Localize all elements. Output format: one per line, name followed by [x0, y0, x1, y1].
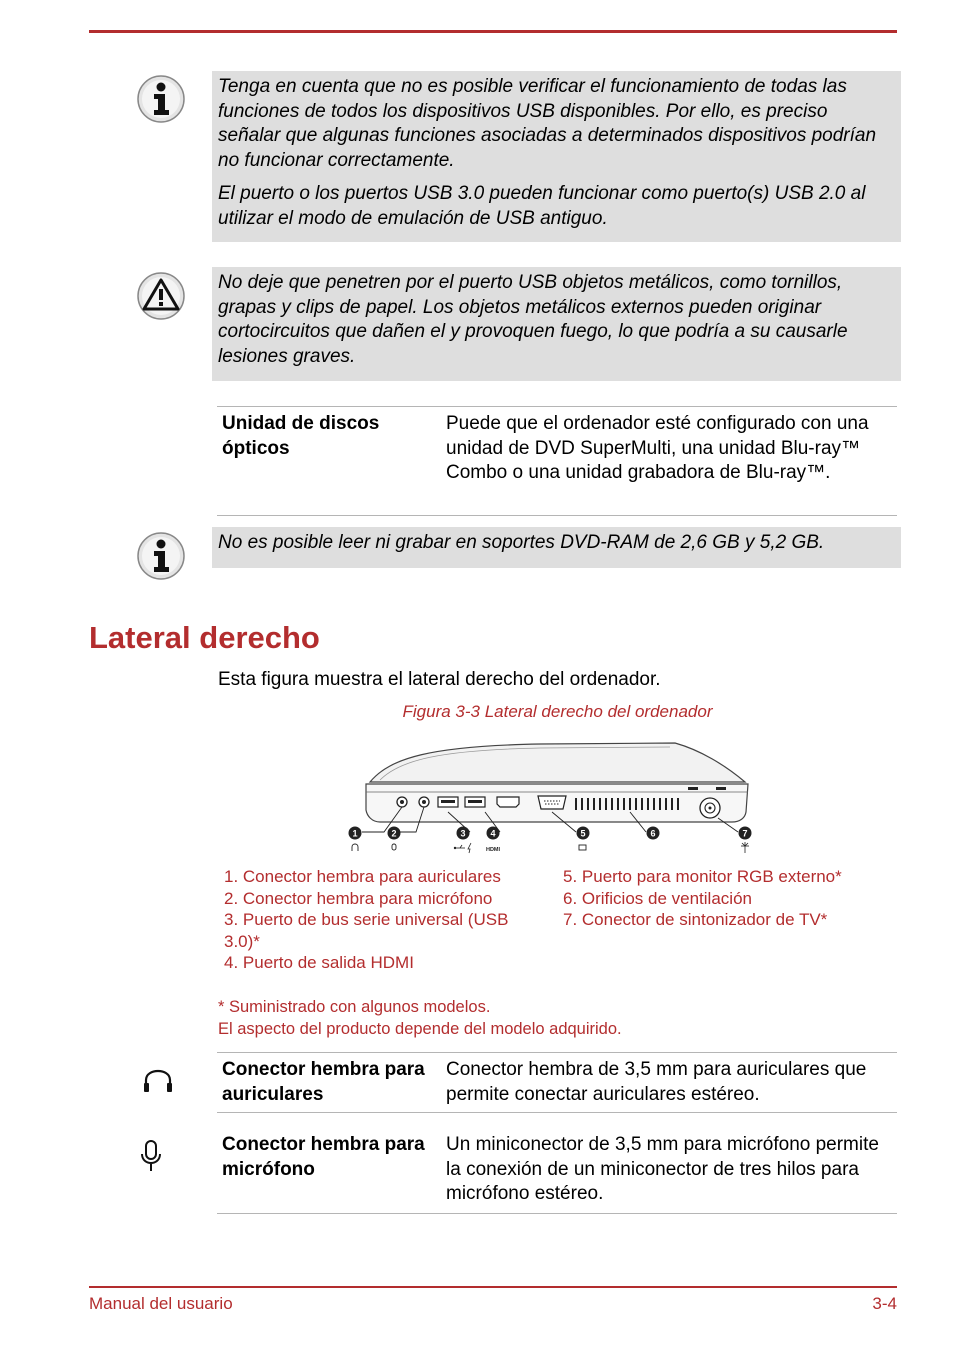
- optical-drive-row: [217, 407, 897, 494]
- microphone-icon: [138, 1138, 164, 1174]
- microphone-jack-row: [217, 1128, 897, 1215]
- warning-note-usb: [212, 267, 901, 381]
- callout-number: 6: [650, 828, 656, 839]
- warning-text: No deje que penetren por el puerto USB objetos metálicos, como tornillos, grapas y clips de papel. Los objetos metálicos externos pueden originar cortocircuitos que dañen el y provoquen fuego, lo que podría a su causarle lesiones graves.: [218, 272, 848, 367]
- legend-item: 1. Conector hembra para auriculares: [224, 867, 501, 886]
- laptop-right-side-figure: [340, 740, 770, 855]
- microphone-symbol-icon: [392, 844, 396, 850]
- legend-item: 7. Conector de sintonizador de TV*: [563, 910, 828, 929]
- term-label: Unidad de discos ópticos: [222, 413, 380, 459]
- note-paragraph: No es posible leer ni grabar en soportes DVD-RAM de 2,6 GB y 5,2 GB.: [218, 532, 825, 553]
- headphone-symbol-icon: [352, 844, 358, 851]
- figure-caption: Figura 3-3 Lateral derecho del ordenador: [402, 702, 713, 721]
- hdmi-logo: HDMI: [485, 847, 501, 853]
- callout-number: 1: [352, 828, 358, 839]
- note-paragraph: Tenga en cuenta que no es posible verificar el funcionamiento de todas las funciones de todos los dispositivos USB disponibles. Por ello, es preciso señalar que algunas funciones asociadas a determinados dispositivos podrían no funcionar correctamente.: [218, 76, 877, 171]
- table-rule: [217, 1213, 897, 1214]
- term-label: Conector hembra para auriculares: [222, 1059, 425, 1105]
- term-description: Puede que el ordenador esté configurado con una unidad de DVD SuperMulti, una unidad Blu-ray™ Combo o una unidad grabadora de Blu-ray™.: [446, 413, 869, 483]
- top-rule: [89, 30, 897, 33]
- callout-number: 5: [580, 828, 586, 839]
- legend-item: 4. Puerto de salida HDMI: [224, 953, 414, 972]
- footer-rule: [89, 1286, 897, 1288]
- info-note-usb: [212, 71, 901, 242]
- warning-icon: [136, 271, 186, 321]
- monitor-symbol-icon: [579, 845, 586, 850]
- callout-number: 3: [460, 828, 466, 839]
- section-heading: Lateral derecho: [89, 620, 320, 655]
- term-description: Un miniconector de 3,5 mm para micrófono permite la conexión de un miniconector de tres hilos para micrófono estéreo.: [446, 1134, 879, 1204]
- term-label: Conector hembra para micrófono: [222, 1134, 425, 1180]
- footer-title: Manual del usuario: [89, 1294, 233, 1313]
- note-paragraph: El puerto o los puertos USB 3.0 pueden funcionar como puerto(s) USB 2.0 al utilizar el modo de emulación de USB antiguo.: [218, 183, 866, 229]
- figure-legend-left: [224, 866, 534, 974]
- term-description: Conector hembra de 3,5 mm para auriculares que permite conectar auriculares estéreo.: [446, 1059, 867, 1105]
- info-icon: [136, 74, 186, 124]
- legend-item: 3. Puerto de bus serie universal (USB 3.0)*: [224, 910, 509, 951]
- section-intro: Esta figura muestra el lateral derecho del ordenador.: [218, 669, 661, 690]
- callout-number: 4: [490, 828, 496, 839]
- table-rule: [217, 1112, 897, 1113]
- footnote-appearance: El aspecto del producto depende del modelo adquirido.: [218, 1020, 622, 1038]
- page-number: 3-4: [872, 1294, 897, 1313]
- figure-legend-right: [563, 866, 883, 931]
- info-note-dvdram: [212, 527, 901, 568]
- antenna-symbol-icon: [741, 842, 749, 853]
- usb-symbol-icon: [454, 845, 465, 849]
- footnote-models: * Suministrado con algunos modelos.: [218, 998, 491, 1016]
- headphone-icon: [140, 1062, 176, 1098]
- table-rule: [217, 515, 897, 516]
- power-symbol-icon: [468, 843, 471, 853]
- headphone-jack-row: [217, 1053, 897, 1115]
- legend-item: 5. Puerto para monitor RGB externo*: [563, 867, 842, 886]
- callout-number: 7: [742, 828, 748, 839]
- info-icon: [136, 531, 186, 581]
- legend-item: 2. Conector hembra para micrófono: [224, 888, 493, 908]
- callout-number: 2: [391, 828, 397, 839]
- legend-item: 6. Orificios de ventilación: [563, 888, 752, 908]
